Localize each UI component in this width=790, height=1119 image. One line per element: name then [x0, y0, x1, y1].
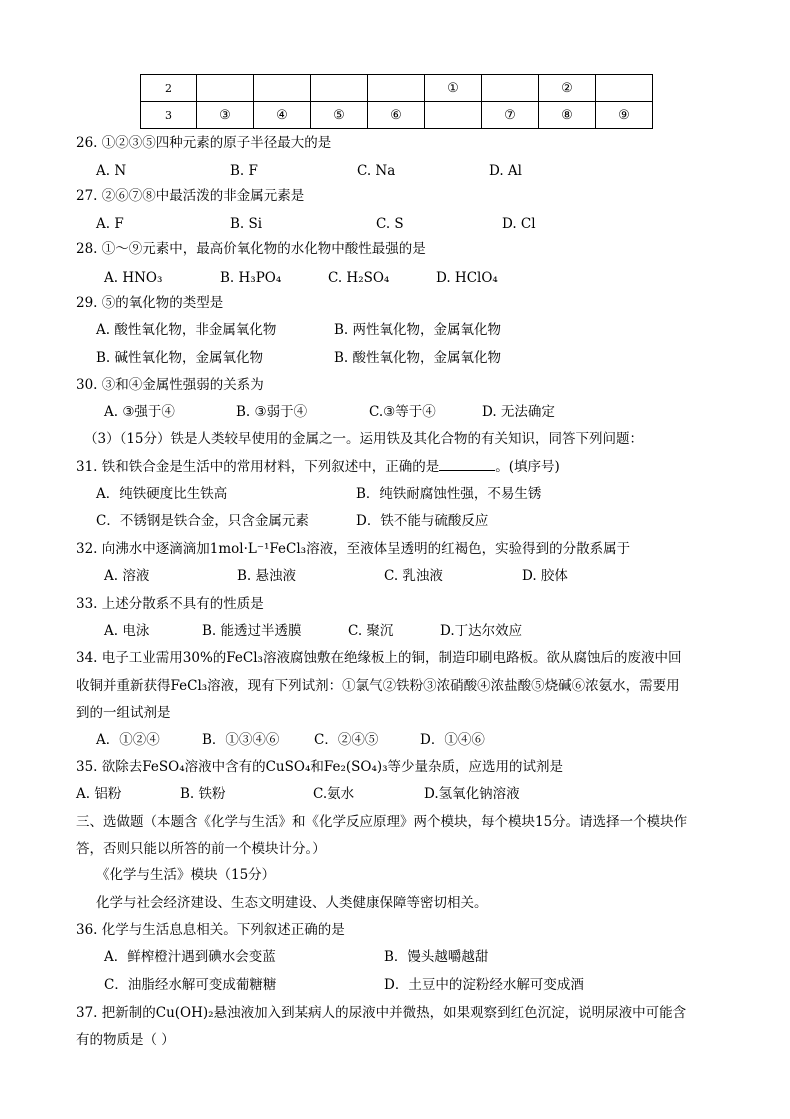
option-q36b-0: C．油脂经水解可变成葡糖糖: [104, 977, 277, 993]
table-row: [141, 102, 653, 129]
question-line-q26: 26. ①②③⑤四种元素的原子半径最大的是: [76, 135, 332, 151]
question-31-suffix: 。(填序号): [495, 459, 560, 475]
option-q26-0: A. N: [96, 163, 127, 179]
option-q33-2: C. 聚沉: [348, 623, 394, 639]
element-cell: ⑥: [368, 102, 425, 129]
option-q27-2: C. S: [376, 216, 404, 232]
option-q34-2: C．②④⑤: [314, 732, 379, 748]
option-q26-3: D. Al: [489, 163, 522, 179]
element-cell: [254, 75, 311, 102]
option-q31b-0: C．不锈钢是铁合金，只含金属元素: [96, 513, 309, 529]
option-q33-1: B. 能透过半透膜: [202, 623, 302, 639]
option-q36a-1: B．馒头越嚼越甜: [384, 949, 489, 965]
period-number: 2: [141, 75, 197, 102]
periodic-table-fragment: [140, 74, 653, 129]
element-cell: [482, 75, 539, 102]
question-line-q32: 32. 向沸水中逐滴滴加1mol·L⁻¹FeCl₃溶液，至液体呈透明的红褐色，实验得到的分散系属于: [76, 541, 631, 557]
element-cell: ⑨: [596, 102, 653, 129]
option-q32-1: B. 悬浊液: [237, 568, 297, 584]
option-q33-0: A. 电泳: [104, 623, 150, 639]
option-q31a-1: B．纯铁耐腐蚀性强，不易生锈: [356, 486, 542, 502]
question-line-q34a: 34. 电子工业需用30%的FeCl₃溶液腐蚀敷在绝缘板上的铜，制造印刷电路板。欲从腐蚀后的废液中回: [76, 650, 682, 666]
option-q34-3: D．①④⑥: [420, 732, 485, 748]
option-q28-2: C. H₂SO₄: [328, 270, 390, 286]
option-q32-3: D. 胶体: [522, 568, 568, 584]
answer-blank[interactable]: [439, 458, 495, 471]
option-q27-0: A. F: [96, 216, 124, 232]
option-q35-3: D.氢氧化钠溶液: [424, 786, 520, 802]
option-q36b-1: D．土豆中的淀粉经水解可变成酒: [384, 977, 584, 993]
option-q29b-0: B. 碱性氧化物，金属氧化物: [96, 350, 264, 366]
question-line-q37b: 有的物质是（ ）: [76, 1032, 175, 1048]
element-cell: ④: [254, 102, 311, 129]
question-line-q37a: 37. 把新制的Cu(OH)₂悬浊液加入到某病人的尿液中并微热，如果观察到红色沉淀，说明尿液中可能含: [76, 1005, 687, 1021]
option-q33-3: D.丁达尔效应: [440, 623, 523, 639]
question-line-module: 《化学与生活》模块（15分）: [96, 867, 276, 883]
element-cell: [596, 75, 653, 102]
option-q27-1: B. Si: [230, 216, 263, 232]
element-cell: ⑦: [482, 102, 539, 129]
option-q31a-0: A．纯铁硬度比生铁高: [96, 486, 228, 502]
element-cell: ②: [539, 75, 596, 102]
element-cell: ①: [425, 75, 482, 102]
question-line-q29: 29. ⑤的氧化物的类型是: [76, 295, 224, 311]
option-q30-2: C.③等于④: [369, 404, 436, 420]
option-q29a-1: B. 两性氧化物，金属氧化物: [334, 322, 502, 338]
option-q34-0: A．①②④: [96, 732, 160, 748]
option-q32-2: C. 乳浊液: [384, 568, 443, 584]
option-q32-0: A. 溶液: [104, 568, 150, 584]
question-31: [76, 458, 560, 476]
element-cell: ③: [197, 102, 254, 129]
element-cell: ⑧: [539, 102, 596, 129]
option-q28-3: D. HClO₄: [436, 270, 498, 286]
option-q35-2: C.氨水: [313, 786, 355, 802]
option-q30-0: A. ③强于④: [104, 404, 175, 420]
option-q35-0: A. 铝粉: [76, 786, 122, 802]
element-cell: [425, 102, 482, 129]
question-line-q30: 30. ③和④金属性强弱的关系为: [76, 377, 264, 393]
option-q36a-0: A．鲜榨橙汁遇到碘水会变蓝: [104, 949, 276, 965]
option-q27-3: D. Cl: [502, 216, 536, 232]
option-q30-3: D. 无法确定: [482, 404, 555, 420]
question-31-text: 31. 铁和铁合金是生活中的常用材料，下列叙述中，正确的是: [76, 459, 440, 475]
question-line-q34c: 到的一组试剂是: [76, 705, 171, 721]
element-cell: [311, 75, 368, 102]
question-line-q27: 27. ②⑥⑦⑧中最活泼的非金属元素是: [76, 188, 305, 204]
option-q28-0: A. HNO₃: [104, 270, 163, 286]
question-line-part3a: 三、选做题（本题含《化学与生活》和《化学反应原理》两个模块，每个模块15分。请选择一个模块作: [76, 814, 688, 830]
option-q30-1: B. ③弱于④: [236, 404, 308, 420]
question-line-q33: 33. 上述分散系不具有的性质是: [76, 596, 264, 612]
element-cell: ⑤: [311, 102, 368, 129]
question-line-sec3: （3）（15分）铁是人类较早使用的金属之一。运用铁及其化合物的有关知识，同答下列问题：: [84, 431, 644, 447]
option-q35-1: B. 铁粉: [180, 786, 226, 802]
question-line-q34b: 收铜并重新获得FeCl₃溶液，现有下列试剂：①氯气②铁粉③浓硝酸④浓盐酸⑤烧碱⑥浓氨水，需要用: [76, 678, 680, 694]
question-line-q28: 28. ①～⑨元素中，最高价氧化物的水化物中酸性最强的是: [76, 241, 426, 257]
question-line-part3b: 答，否则只能以所答的前一个模块计分。）: [76, 841, 326, 857]
option-q29b-1: B. 酸性氧化物，金属氧化物: [334, 350, 502, 366]
table-row: [141, 75, 653, 102]
option-q26-1: B. F: [230, 163, 258, 179]
element-cell: [368, 75, 425, 102]
period-number: 3: [141, 102, 197, 129]
question-line-q35: 35. 欲除去FeSO₄溶液中含有的CuSO₄和Fe₂(SO₄)₃等少量杂质，应选用的试剂是: [76, 759, 564, 775]
option-q29a-0: A. 酸性氧化物，非金属氧化物: [96, 322, 277, 338]
option-q28-1: B. H₃PO₄: [220, 270, 282, 286]
option-q31b-1: D．铁不能与硫酸反应: [356, 513, 489, 529]
option-q26-2: C. Na: [357, 163, 396, 179]
option-q34-1: B．①③④⑥: [202, 732, 280, 748]
element-cell: [197, 75, 254, 102]
question-line-intro: 化学与社会经济建设、生态文明建设、人类健康保障等密切相关。: [96, 895, 488, 911]
question-line-q36: 36. 化学与生活息息相关。下列叙述正确的是: [76, 922, 345, 938]
